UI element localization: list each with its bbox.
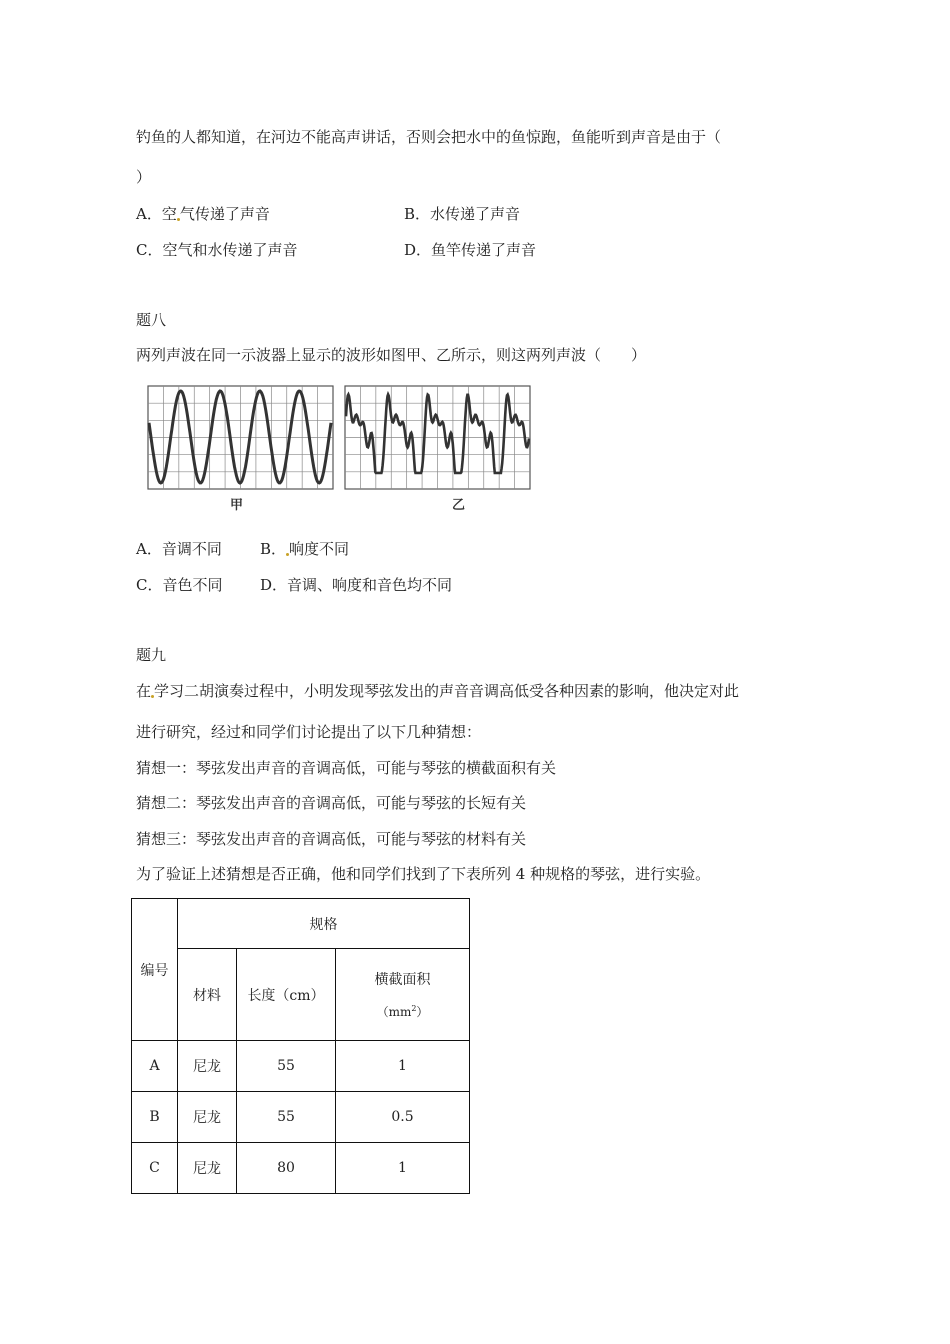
cell-length: 55 bbox=[237, 1041, 336, 1092]
header-material: 材料 bbox=[178, 949, 237, 1041]
cell-material: 尼龙 bbox=[178, 1092, 237, 1143]
q9-stem-prefix: 在 bbox=[136, 682, 152, 700]
q8-option-d: D．音调、响度和音色均不同 bbox=[260, 576, 453, 594]
waveform-panel-right bbox=[345, 386, 530, 489]
q7-option-b: B．水传递了声音 bbox=[404, 205, 521, 223]
string-spec-table bbox=[131, 898, 470, 1194]
q8-option-b bbox=[260, 539, 349, 559]
q7-option-a-suffix: 气传递了声音 bbox=[179, 205, 270, 223]
q8-option-b-prefix: B． bbox=[260, 540, 287, 558]
area-unit-text: （mm bbox=[376, 1005, 412, 1019]
q9-stem-suffix: 学习二胡演奏过程中，小明发现琴弦发出的声音音调高低受各种因素的影响，他决定对此 bbox=[154, 682, 740, 700]
q7-option-a bbox=[136, 204, 270, 224]
q7-option-c: C．空气和水传递了声音 bbox=[136, 241, 298, 259]
header-area-label: 横截面积 bbox=[374, 972, 431, 988]
q9-table-intro: 为了验证上述猜想是否正确，他和同学们找到了下表所列 4 种规格的琴弦，进行实验。 bbox=[136, 865, 711, 883]
figure-label-left: 甲 bbox=[230, 498, 244, 513]
cell-area: 0.5 bbox=[336, 1092, 470, 1143]
header-id: 编号 bbox=[132, 899, 178, 1041]
cell-area: 1 bbox=[336, 1041, 470, 1092]
header-length: 长度（cm） bbox=[237, 949, 336, 1041]
q7-stem-line2: ） bbox=[136, 168, 152, 186]
header-area bbox=[336, 949, 470, 1041]
q9-stem-line1 bbox=[136, 681, 739, 701]
oscilloscope-figure bbox=[145, 383, 535, 515]
q8-stem: 两列声波在同一示波器上显示的波形如图甲、乙所示，则这两列声波（ ） bbox=[136, 346, 647, 364]
table-row bbox=[132, 1143, 470, 1194]
q8-option-c: C．音色不同 bbox=[136, 576, 223, 594]
q7-option-a-prefix: A．空 bbox=[136, 205, 177, 223]
header-area-unit bbox=[336, 1003, 469, 1020]
cell-id: A bbox=[132, 1041, 178, 1092]
cell-material: 尼龙 bbox=[178, 1041, 237, 1092]
q9-guess-2: 猜想二：琴弦发出声音的音调高低，可能与琴弦的长短有关 bbox=[136, 794, 527, 812]
area-unit-close: ） bbox=[416, 1005, 429, 1019]
q8-title: 题八 bbox=[136, 311, 167, 329]
cell-id: C bbox=[132, 1143, 178, 1194]
cell-id: B bbox=[132, 1092, 178, 1143]
q7-stem-line1: 钓鱼的人都知道，在河边不能高声讲话，否则会把水中的鱼惊跑，鱼能听到声音是由于（ bbox=[136, 128, 722, 146]
q9-guess-1: 猜想一：琴弦发出声音的音调高低，可能与琴弦的横截面积有关 bbox=[136, 759, 557, 777]
cell-area: 1 bbox=[336, 1143, 470, 1194]
cell-length: 80 bbox=[237, 1143, 336, 1194]
figure-label-right: 乙 bbox=[452, 498, 466, 513]
q9-title: 题九 bbox=[136, 646, 167, 664]
q8-option-a: A．音调不同 bbox=[136, 540, 222, 558]
area-unit-superscript: 2 bbox=[411, 1004, 417, 1013]
table-row bbox=[132, 1041, 470, 1092]
q8-option-b-suffix: 响度不同 bbox=[289, 540, 350, 558]
table-row bbox=[132, 1092, 470, 1143]
q9-stem-line2: 进行研究，经过和同学们讨论提出了以下几种猜想： bbox=[136, 723, 482, 741]
header-spec: 规格 bbox=[178, 899, 470, 949]
q9-guess-3: 猜想三：琴弦发出声音的音调高低，可能与琴弦的材料有关 bbox=[136, 830, 527, 848]
waveform-panel-left bbox=[148, 386, 333, 489]
q7-option-d: D．鱼竿传递了声音 bbox=[404, 241, 537, 259]
cell-material: 尼龙 bbox=[178, 1143, 237, 1194]
cell-length: 55 bbox=[237, 1092, 336, 1143]
sine-waveform bbox=[149, 391, 331, 483]
